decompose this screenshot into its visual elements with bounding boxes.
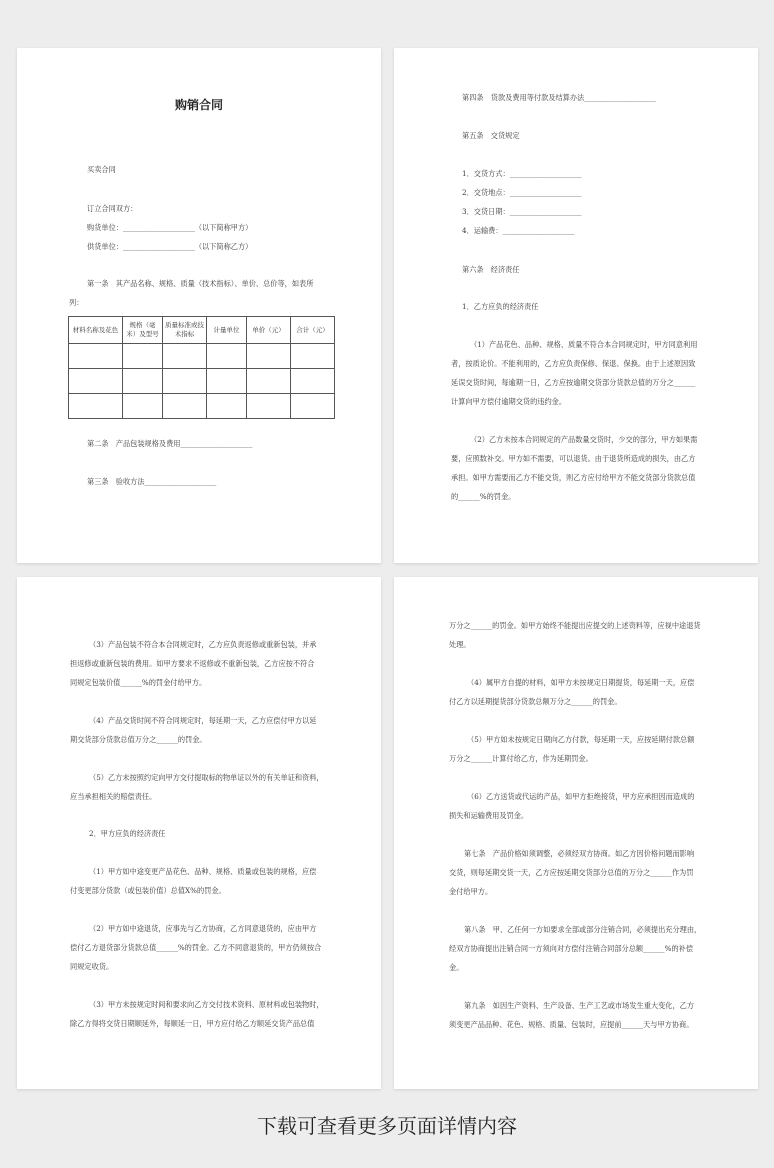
article-7-cont: 交货，则每延期交货一天，乙方应按延期交货部分总值的万分之______作为罚 xyxy=(449,868,694,877)
clause-text: 期交货部分货款总值万分之______的罚金。 xyxy=(70,735,207,744)
contract-page-3 xyxy=(17,577,381,1089)
table-cell xyxy=(207,394,247,419)
clause-text: 延误交货时间，每逾期一日，乙方应按逾期交货部分货款总值的万分之______ xyxy=(451,378,696,387)
clause-text: 除乙方得将交货日期顺延外，每顺延一日，甲方应付给乙方顺延交货产品总值 xyxy=(70,1019,315,1028)
clause-text: 者，按质论价。不能利用的，乙方应负责保修、保退、保换。由于上述原因致 xyxy=(451,359,696,368)
article-6: 第六条 经济责任 xyxy=(462,265,520,274)
page-title: 购销合同 xyxy=(174,98,223,112)
table-header-cell: 单价（元） xyxy=(247,317,291,344)
clause-text: 处理。 xyxy=(449,640,471,649)
delivery-method: 1．交货方式：____________________ xyxy=(462,169,582,178)
clause-text: 担返修或重新包装的费用。如甲方要求不返修或不重新包装，乙方应按不符合 xyxy=(70,659,315,668)
article-1-line-1: 第一条 其产品名称、规格、质量（技术指标）、单价、总价等，如表所 xyxy=(87,279,314,288)
table-cell xyxy=(291,369,335,394)
clause-text: （1）产品花色、品种、规格、质量不符合本合同规定时，甲方同意利用 xyxy=(470,340,698,349)
article-7-cont: 金付给甲方。 xyxy=(449,887,493,896)
table-cell xyxy=(123,394,163,419)
clause-text: （1）甲方如中途变更产品花色、品种、规格、质量或包装的规格，应偿 xyxy=(89,867,317,876)
clause-text: （4）属甲方自提的材料，如甲方未按规定日期提货，每延期一天，应偿 xyxy=(467,678,695,687)
table-cell xyxy=(163,344,207,369)
table-cell xyxy=(291,394,335,419)
table-cell xyxy=(247,344,291,369)
article-5: 第五条 交货规定 xyxy=(462,131,520,140)
article-9: 第九条 如因生产资料、生产设备、生产工艺或市场发生重大变化，乙方 xyxy=(464,1001,695,1010)
clause-text: 同规定收货。 xyxy=(70,962,114,971)
table-cell xyxy=(247,394,291,419)
clause-text: （5）乙方未按照约定向甲方交付提取标的物单证以外的有关单证和资料， xyxy=(89,773,324,782)
table-cell xyxy=(207,344,247,369)
contract-page-1 xyxy=(17,48,381,563)
delivery-date: 3．交货日期：____________________ xyxy=(462,207,582,216)
table-row xyxy=(69,344,335,369)
article-8-cont: 金。 xyxy=(449,963,464,972)
article-9-cont: 须变更产品品种、花色、规格、质量、包装时，应提前______天与甲方协商。 xyxy=(449,1020,694,1029)
clause-text: 付变更部分货款（或包装价值）总值X%的罚金。 xyxy=(70,886,226,895)
clause-text: （6）乙方送货或代运的产品，如甲方拒绝接货，甲方应承担因而造成的 xyxy=(467,792,695,801)
article-2: 第二条 产品包装规格及费用____________________ xyxy=(87,439,253,448)
clause-text: 万分之______的罚金。如甲方始终不能提出应提交的上述资料等，应视中途退货 xyxy=(449,621,701,630)
article-8: 第八条 甲、乙任何一方如要求全部或部分注销合同，必须提出充分理由， xyxy=(464,925,702,934)
freight: 4．运输费：____________________ xyxy=(462,226,575,235)
product-table xyxy=(68,316,335,419)
article-3: 第三条 验收方法____________________ xyxy=(87,477,217,486)
table-cell xyxy=(291,344,335,369)
table-header-cell: 材料名称及花色 xyxy=(69,317,123,344)
download-more-link[interactable]: 下载可查看更多页面详情内容 xyxy=(257,1114,517,1138)
table-cell xyxy=(69,344,123,369)
clause-text: （3）产品包装不符合本合同规定时，乙方应负责返修或重新包装，并承 xyxy=(89,640,317,649)
table-cell xyxy=(123,344,163,369)
clause-text: 应当承担相关的赔偿责任。 xyxy=(70,792,157,801)
clause-text: （2）乙方未按本合同规定的产品数量交货时，少交的部分，甲方如果需 xyxy=(470,435,698,444)
seller-line: 供货单位：____________________（以下简称乙方） xyxy=(87,242,253,251)
table-cell xyxy=(207,369,247,394)
clause-text: 承担。如甲方需要而乙方不能交货，则乙方应付给甲方不能交货部分货款总值 xyxy=(451,473,696,482)
clause-text: 计算向甲方偿付逾期交货的违约金。 xyxy=(451,397,567,406)
clause-text: （3）甲方未按规定时间和要求向乙方交付技术资料、原材料或包装物时， xyxy=(89,1000,324,1009)
clause-text: 损失和运输费用及罚金。 xyxy=(449,811,529,820)
table-header-cell: 质量标准或技术指标 xyxy=(163,317,207,344)
table-header-cell: 规格（毫米）及型号 xyxy=(123,317,163,344)
clause-text: 偿付乙方退货部分货款总值______%的罚金。乙方不同意退货的，甲方仍须按合 xyxy=(70,943,322,952)
clause-text: 同规定包装价值______%的罚金付给甲方。 xyxy=(70,678,207,687)
table-cell xyxy=(69,394,123,419)
table-cell xyxy=(163,394,207,419)
article-8-cont: 经双方协商提出注销合同一方须向对方偿付注销合同部分总额______%的补偿 xyxy=(449,944,694,953)
table-header-cell: 合计（元） xyxy=(291,317,335,344)
clause-text: 要，应照数补交。甲方如不需要，可以退货。由于退货所造成的损失，由乙方 xyxy=(451,454,696,463)
table-cell xyxy=(123,369,163,394)
buyer-line: 购货单位：____________________（以下简称甲方） xyxy=(87,223,253,232)
clause-text: 万分之______计算付给乙方，作为延期罚金。 xyxy=(449,754,593,763)
table-header-cell: 计量单位 xyxy=(207,317,247,344)
table-cell xyxy=(247,369,291,394)
clause-text: 的______%的罚金。 xyxy=(451,492,516,501)
table-row xyxy=(69,394,335,419)
clause-text: （5）甲方如未按规定日期向乙方付款，每延期一天，应按延期付款总额 xyxy=(467,735,695,744)
article-4: 第四条 货款及费用等付款及结算办法____________________ xyxy=(462,93,657,102)
delivery-place: 2．交货地点：____________________ xyxy=(462,188,582,197)
section-buyer-liability: 2．甲方应负的经济责任 xyxy=(89,829,166,838)
table-cell xyxy=(69,369,123,394)
clause-text: （2）甲方如中途退货，应事先与乙方协商，乙方同意退货的，应由甲方 xyxy=(89,924,317,933)
contract-page-4 xyxy=(394,577,758,1089)
contract-page-2 xyxy=(394,48,758,563)
parties-intro: 订立合同双方： xyxy=(87,204,138,213)
clause-text: （4）产品交货时间不符合同规定时，每延期一天，乙方应偿付甲方以延 xyxy=(89,716,317,725)
table-cell xyxy=(163,369,207,394)
table-header-row xyxy=(69,317,335,344)
clause-text: 付乙方以延期提货部分货款总额万分之______的罚金。 xyxy=(449,697,622,706)
table-row xyxy=(69,369,335,394)
subtitle: 买卖合同 xyxy=(87,165,116,174)
article-1-line-2: 列： xyxy=(69,298,84,307)
article-7: 第七条 产品价格如须调整，必须经双方协商。如乙方因价格问题而影响 xyxy=(464,849,695,858)
section-seller-liability: 1．乙方应负的经济责任 xyxy=(462,302,539,311)
